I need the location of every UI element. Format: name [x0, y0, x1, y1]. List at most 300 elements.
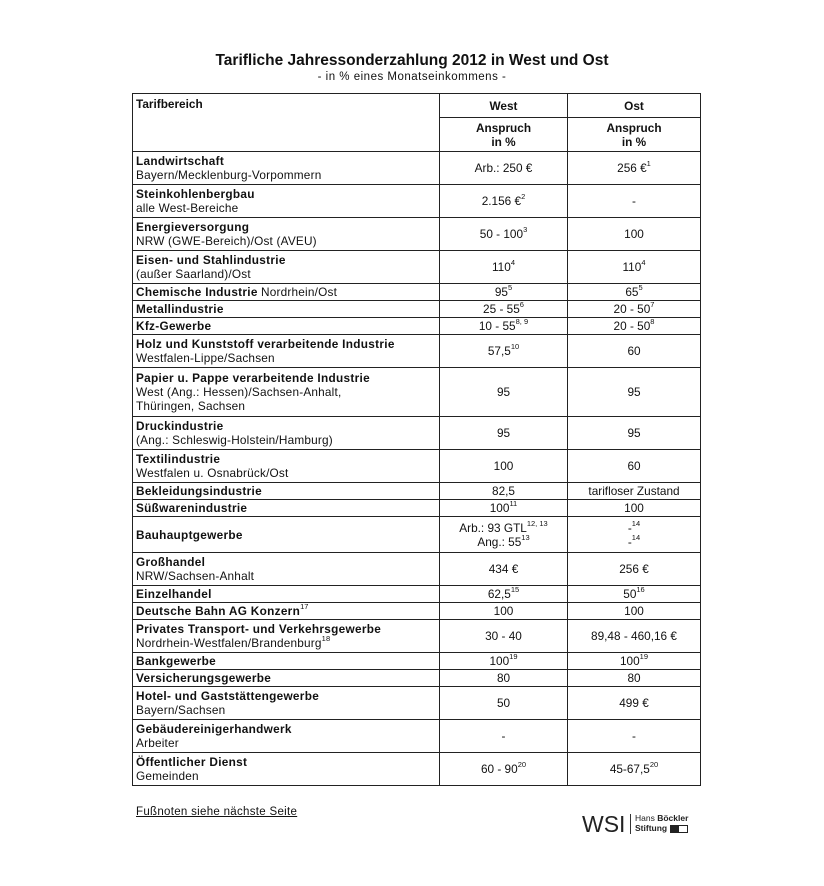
category-region-line — [136, 636, 436, 650]
header-tarifbereich: Tarifbereich — [133, 94, 440, 152]
west-cell — [440, 335, 568, 368]
west-line — [443, 587, 564, 601]
ost-line — [571, 604, 697, 618]
west-footnote: 8, 9 — [515, 317, 529, 327]
ost-line — [571, 285, 697, 299]
category-region: Arbeiter — [136, 736, 179, 750]
ost-cell — [568, 301, 701, 318]
ost-cell — [568, 218, 701, 251]
header-west-anspruch-label: Anspruch — [475, 120, 532, 135]
footnote-link[interactable]: Fußnoten siehe nächste Seite — [136, 806, 298, 818]
west-cell — [440, 218, 568, 251]
ost-value: 20 - 50 — [613, 302, 651, 316]
west-cell — [440, 586, 568, 603]
tarifbereich-cell — [133, 301, 440, 318]
table-row — [133, 417, 701, 450]
west-line — [443, 518, 564, 535]
category-name: Steinkohlenbergbau — [136, 187, 255, 201]
category-region: West (Ang.: Hessen)/Sachsen-Anhalt, — [136, 385, 342, 399]
west2-line — [443, 532, 564, 549]
ost-line — [571, 501, 697, 515]
west-line — [443, 426, 564, 440]
category-region: NRW (GWE-Bereich)/Ost (AVEU) — [136, 234, 317, 248]
category-region-line — [136, 399, 436, 413]
category-region: Thüringen, Sachsen — [136, 399, 246, 413]
ost-line — [571, 319, 697, 333]
category-line — [136, 319, 436, 333]
ost-cell — [568, 450, 701, 483]
west-cell — [440, 720, 568, 753]
west-line — [443, 629, 564, 643]
ost-value: 89,48 - 460,16 € — [591, 629, 677, 643]
west-value: 82,5 — [492, 484, 515, 498]
category-name: Holz und Kunststoff verarbeitende Industrie — [136, 337, 395, 351]
ost-footnote: 4 — [641, 258, 646, 268]
ost-cell — [568, 251, 701, 284]
tarifbereich-cell — [133, 753, 440, 786]
header-ost-anspruch — [568, 118, 701, 152]
ost-value: 100 — [624, 227, 644, 241]
category-region-line — [136, 433, 436, 447]
west-value: 95 — [496, 385, 511, 399]
page-title: Tarifliche Jahressonderzahlung 2012 in West und Ost — [215, 52, 609, 69]
ost-line — [571, 385, 697, 399]
category-region-line — [136, 351, 436, 365]
header-ost: Ost — [568, 94, 701, 118]
ost-cell — [568, 753, 701, 786]
west-line — [443, 227, 564, 241]
table-row — [133, 483, 701, 500]
west-cell — [440, 553, 568, 586]
category-name: Bekleidungsindustrie — [136, 484, 262, 498]
tarifbereich-cell — [133, 218, 440, 251]
west-cell — [440, 284, 568, 301]
ost-cell — [568, 620, 701, 653]
west-value: 434 € — [488, 562, 519, 576]
table-row — [133, 553, 701, 586]
category-region-line — [136, 385, 436, 399]
west-cell — [440, 620, 568, 653]
ost-footnote: 19 — [639, 652, 649, 662]
ost-cell — [568, 483, 701, 500]
tarifbereich-cell — [133, 586, 440, 603]
table-row — [133, 152, 701, 185]
west-footnote: 12, 13 — [526, 518, 548, 528]
category-line — [136, 622, 436, 636]
west-line — [443, 501, 564, 515]
west-cell — [440, 251, 568, 284]
west-value: 100 — [489, 501, 510, 515]
ost-value: 80 — [627, 671, 641, 685]
ost-cell — [568, 417, 701, 450]
west2-value: Ang.: 55 — [477, 534, 522, 549]
tarifbereich-cell — [133, 603, 440, 620]
tarifbereich-cell — [133, 185, 440, 218]
west-value: 95 — [496, 426, 511, 440]
west-footnote: 11 — [509, 499, 518, 509]
ost-line — [571, 562, 697, 576]
region-footnote: 18 — [321, 634, 331, 644]
category-name: Privates Transport- und Verkehrsgewerbe — [136, 622, 382, 636]
tarifbereich-cell — [133, 483, 440, 500]
west-line — [443, 484, 564, 498]
ost-cell — [568, 603, 701, 620]
category-name: Kfz-Gewerbe — [136, 319, 212, 333]
ost-cell — [568, 517, 701, 553]
west-cell — [440, 517, 568, 553]
ost-value: - — [627, 520, 632, 535]
west-value: 50 — [496, 696, 511, 710]
west-footnote: 5 — [507, 283, 513, 293]
west-value: 10 - 55 — [478, 319, 516, 333]
ost-line — [571, 227, 697, 241]
category-line — [136, 689, 436, 703]
table-row — [133, 720, 701, 753]
west-cell — [440, 417, 568, 450]
west-cell — [440, 152, 568, 185]
category-line — [136, 285, 436, 299]
category-region: (Ang.: Schleswig-Holstein/Hamburg) — [136, 433, 333, 447]
category-name: Einzelhandel — [136, 587, 212, 601]
category-line — [136, 187, 436, 201]
category-name: Versicherungsgewerbe — [136, 671, 272, 685]
table-row — [133, 586, 701, 603]
category-name: Papier u. Pappe verarbeitende Industrie — [136, 371, 370, 385]
west-line — [443, 385, 564, 399]
west-cell — [440, 500, 568, 517]
table-row — [133, 301, 701, 318]
west-value: 50 - 100 — [479, 227, 524, 241]
header-ost-anspruch-label: Anspruch — [606, 120, 662, 135]
category-region-line — [136, 736, 436, 750]
table-row — [133, 500, 701, 517]
ost-line — [571, 587, 697, 601]
category-line — [136, 337, 436, 351]
category-line — [136, 371, 436, 385]
ost-cell — [568, 553, 701, 586]
header-west-anspruch — [440, 118, 568, 152]
ost-cell — [568, 586, 701, 603]
category-name: Eisen- und Stahlindustrie — [136, 253, 286, 267]
category-region: Bayern/Mecklenburg-Vorpommern — [136, 168, 322, 182]
table-row — [133, 318, 701, 335]
table-row — [133, 251, 701, 284]
west-cell — [440, 450, 568, 483]
table-row — [133, 284, 701, 301]
category-line — [136, 452, 436, 466]
category-name: Chemische Industrie — [136, 285, 258, 299]
table-row — [133, 753, 701, 786]
west-line — [443, 260, 564, 274]
ost-line — [571, 696, 697, 710]
ost-value: 256 € — [617, 161, 647, 175]
west-line — [443, 161, 564, 175]
logo-mark-icon — [670, 825, 688, 833]
table-row — [133, 335, 701, 368]
west-value: 25 - 55 — [483, 302, 520, 316]
west-line — [443, 194, 564, 208]
tarifbereich-cell — [133, 318, 440, 335]
west-line — [443, 604, 564, 618]
ost-line — [571, 426, 697, 440]
west-footnote: 19 — [509, 652, 518, 662]
category-region-line — [136, 703, 436, 717]
ost-value: 95 — [627, 385, 641, 399]
west-value: 57,5 — [487, 344, 511, 358]
ost-footnote: 1 — [646, 159, 651, 169]
ost-value: 20 - 50 — [613, 319, 651, 333]
ost-value: 499 € — [619, 696, 649, 710]
ost-cell — [568, 687, 701, 720]
page-subtitle: - in % eines Monatseinkommens - — [317, 71, 507, 83]
ost-cell — [568, 284, 701, 301]
west-cell — [440, 483, 568, 500]
west-value: 2.156 € — [481, 194, 522, 208]
category-name: Landwirtschaft — [136, 154, 225, 168]
tarifbereich-cell — [133, 687, 440, 720]
west-line — [443, 285, 564, 299]
category-name: Süßwarenindustrie — [136, 501, 248, 515]
ost-value: - — [632, 729, 636, 743]
ost-value: 100 — [619, 654, 640, 668]
ost-cell — [568, 653, 701, 670]
west-line — [443, 762, 564, 776]
west-line — [443, 654, 564, 668]
ost-value: 65 — [625, 285, 639, 299]
table-row — [133, 620, 701, 653]
category-line — [136, 604, 436, 618]
table-row — [133, 670, 701, 687]
west-value: 30 - 40 — [485, 629, 522, 643]
ost-footnote: 7 — [650, 300, 655, 310]
header-ost-unit: in % — [621, 134, 647, 149]
ost-footnote: 16 — [636, 585, 645, 595]
ost2-value: - — [627, 534, 632, 549]
ost-line — [571, 629, 697, 643]
category-line — [136, 419, 436, 433]
west-line — [443, 302, 564, 316]
category-line — [136, 587, 436, 601]
west-footnote: 20 — [517, 760, 527, 770]
west-line — [443, 562, 564, 576]
west-cell — [440, 603, 568, 620]
west-cell — [440, 368, 568, 417]
ost-cell — [568, 335, 701, 368]
west-value: Arb.: 93 GTL — [459, 520, 527, 535]
table-row — [133, 603, 701, 620]
west-footnote: 3 — [523, 225, 528, 235]
ost-cell — [568, 368, 701, 417]
ost-footnote: 14 — [631, 518, 641, 528]
west-cell — [440, 318, 568, 335]
ost2-line — [571, 532, 697, 549]
ost-line — [571, 302, 697, 316]
tarifbereich-cell — [133, 517, 440, 553]
hans-boeckler-logo — [635, 813, 688, 833]
category-name: Bauhauptgewerbe — [136, 527, 243, 542]
ost-value: tarifloser Zustand — [588, 484, 680, 498]
category-name: Gebäudereinigerhandwerk — [136, 722, 292, 736]
tarifbereich-cell — [133, 553, 440, 586]
category-region-line — [136, 234, 436, 248]
tarifbereich-cell — [133, 670, 440, 687]
ost-value: 45-67,5 — [609, 762, 650, 776]
west-footnote: 15 — [510, 585, 520, 595]
ost-value: 60 — [627, 459, 641, 473]
category-region: Bayern/Sachsen — [136, 703, 226, 717]
category-region: Westfalen u. Osnabrück/Ost — [136, 466, 289, 480]
category-name: Energieversorgung — [136, 220, 250, 234]
category-region: alle West-Bereiche — [136, 201, 239, 215]
west-value: 95 — [494, 285, 508, 299]
ost-line — [571, 654, 697, 668]
ost-footnote: 8 — [650, 317, 655, 327]
category-line — [136, 654, 436, 668]
category-name: Deutsche Bahn AG Konzern — [136, 604, 301, 618]
ost-cell — [568, 152, 701, 185]
table-row — [133, 653, 701, 670]
category-line — [136, 484, 436, 498]
ost-line — [571, 459, 697, 473]
category-region-line — [136, 569, 436, 583]
category-line — [136, 220, 436, 234]
tarifbereich-cell — [133, 335, 440, 368]
west-value: 110 — [492, 260, 511, 274]
category-name: Hotel- und Gaststättengewerbe — [136, 689, 320, 703]
ost-line — [571, 344, 697, 358]
ost-line — [571, 762, 697, 776]
category-region-line — [136, 168, 436, 182]
header-west: West — [440, 94, 568, 118]
category-name: Druckindustrie — [136, 419, 224, 433]
ost-value: 256 € — [619, 562, 649, 576]
category-name: Öffentlicher Dienst — [136, 755, 248, 769]
west-value: - — [501, 729, 506, 743]
ost-line — [571, 729, 697, 743]
west-line — [443, 344, 564, 358]
tarifbereich-cell — [133, 720, 440, 753]
category-name: Metallindustrie — [136, 302, 224, 316]
ost-line — [571, 194, 697, 208]
ost-value: 110 — [622, 260, 642, 274]
category-region-line — [136, 769, 436, 783]
table-body — [133, 152, 701, 786]
category-line — [136, 671, 436, 685]
ost-value: 60 — [627, 344, 641, 358]
ost-line — [571, 484, 697, 498]
west-footnote: 2 — [521, 192, 526, 202]
tarifbereich-cell — [133, 152, 440, 185]
west-value: 100 — [493, 604, 514, 618]
west2-footnote: 13 — [521, 532, 530, 542]
table-row — [133, 185, 701, 218]
west-cell — [440, 301, 568, 318]
west-value: 60 - 90 — [480, 762, 518, 776]
west-value: 62,5 — [487, 587, 511, 601]
ost-cell — [568, 670, 701, 687]
west-value: Arb.: 250 € — [474, 161, 533, 175]
category-line — [136, 253, 436, 267]
table-row — [133, 450, 701, 483]
table-row — [133, 368, 701, 417]
west-line — [443, 459, 564, 473]
category-region-line — [136, 466, 436, 480]
tarifbereich-cell — [133, 653, 440, 670]
category-region-line — [136, 267, 436, 281]
ost-cell — [568, 185, 701, 218]
west-line — [443, 319, 564, 333]
west-line — [443, 696, 564, 710]
table-row — [133, 218, 701, 251]
west-cell — [440, 670, 568, 687]
tarifbereich-cell — [133, 417, 440, 450]
category-region: Nordrhein-Westfalen/Brandenburg — [136, 636, 322, 650]
category-line — [136, 154, 436, 168]
west-footnote: 10 — [510, 342, 520, 352]
west-footnote: 4 — [510, 258, 515, 268]
west-line — [443, 671, 564, 685]
table-row — [133, 687, 701, 720]
ost-cell — [568, 500, 701, 517]
logo-hans: Hans — [635, 813, 658, 823]
ost-value: 100 — [624, 501, 644, 515]
ost-value: 50 — [623, 587, 637, 601]
ost-line — [571, 260, 697, 274]
ost-value: 95 — [627, 426, 641, 440]
ost-footnote: 20 — [649, 760, 659, 770]
ost-footnote: 5 — [638, 283, 643, 293]
ost-value: 100 — [624, 604, 644, 618]
ost-cell — [568, 720, 701, 753]
category-region: (außer Saarland)/Ost — [136, 267, 251, 281]
logo-divider — [630, 814, 631, 834]
tarifbereich-cell — [133, 620, 440, 653]
category-name: Textilindustrie — [136, 452, 221, 466]
category-region: Nordrhein/Ost — [261, 285, 338, 299]
category-line — [136, 555, 436, 569]
ost-line — [571, 671, 697, 685]
category-region-line — [136, 201, 436, 215]
ost-value: - — [632, 194, 636, 208]
category-line — [136, 302, 436, 316]
tarifbereich-cell — [133, 368, 440, 417]
category-region: NRW/Sachsen-Anhalt — [136, 569, 255, 583]
west-value: 80 — [496, 671, 511, 685]
west-cell — [440, 753, 568, 786]
west-cell — [440, 653, 568, 670]
category-line — [136, 755, 436, 769]
west-value: 100 — [493, 459, 514, 473]
category-line — [136, 501, 436, 515]
logo-stiftung: Stiftung — [635, 823, 668, 833]
bonus-table — [132, 93, 701, 786]
wsi-logo-text: WSI — [582, 811, 626, 837]
tarifbereich-cell — [133, 500, 440, 517]
tarifbereich-cell — [133, 284, 440, 301]
west-cell — [440, 185, 568, 218]
header-west-unit: in % — [491, 134, 516, 149]
category-region: Gemeinden — [136, 769, 199, 783]
tarifbereich-cell — [133, 450, 440, 483]
category-footnote: 17 — [300, 602, 309, 612]
category-line — [136, 528, 436, 542]
west-footnote: 6 — [519, 300, 524, 310]
table-row — [133, 517, 701, 553]
category-region: Westfalen-Lippe/Sachsen — [136, 351, 275, 365]
tarifbereich-cell — [133, 251, 440, 284]
logo-boeckler: Böckler — [657, 813, 689, 823]
west-cell — [440, 687, 568, 720]
